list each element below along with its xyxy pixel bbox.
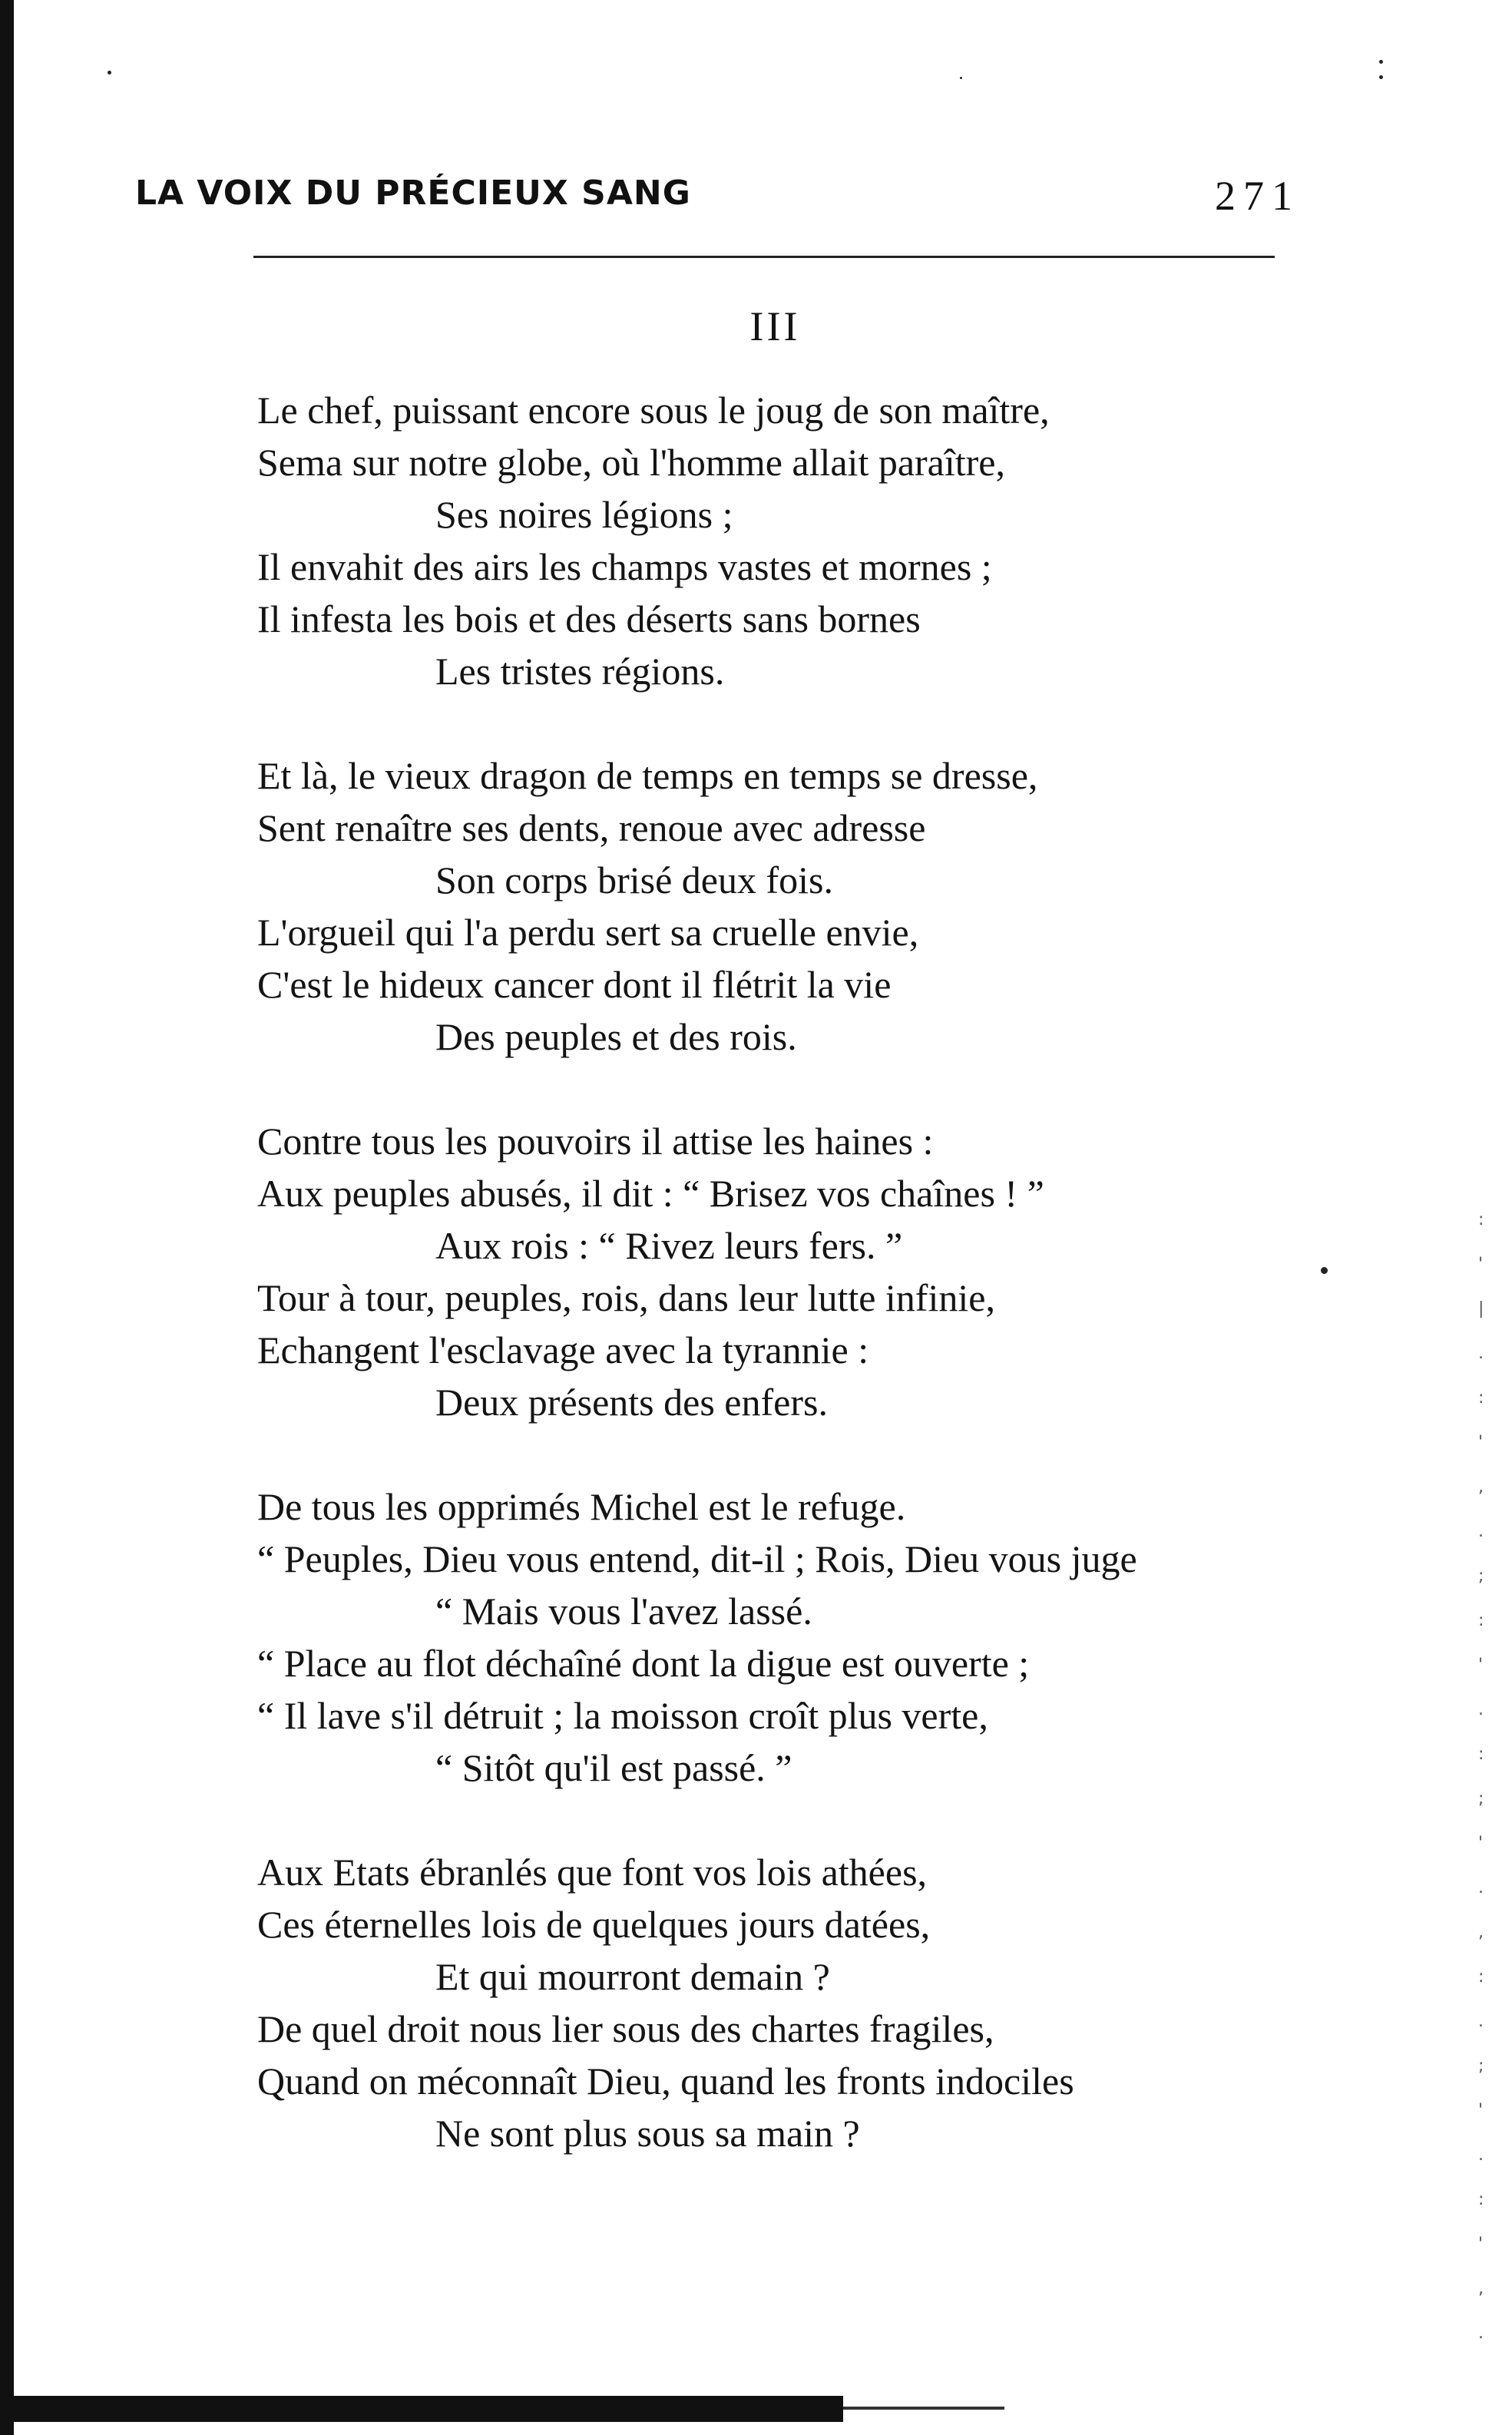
running-header <box>135 167 1302 229</box>
poem <box>257 384 1332 2212</box>
scan-bottom-edge <box>14 2396 843 2422</box>
verse-line-indented: Des peuples et des rois. <box>435 1015 797 1058</box>
section-title: III <box>749 303 801 349</box>
verse-line: Sent renaître ses dents, renoue avec adresse <box>257 806 926 849</box>
verse-line: Il envahit des airs les champs vastes et mornes ; <box>257 545 992 588</box>
scan-speck <box>1379 60 1383 64</box>
verse-line: De quel droit nous lier sous des chartes fragiles, <box>257 2007 994 2050</box>
verse-line: “ Peuples, Dieu vous entend, dit-il ; Rois, Dieu vous juge <box>257 1537 1137 1580</box>
scan-bottom-edge-tail <box>843 2407 1004 2410</box>
scan-left-edge <box>0 0 14 2435</box>
scan-margin-marks: : ' | . : ' , . ; : ' . : ; ' . , : . ; ' . : ' , . <box>1478 1210 1484 2343</box>
verse-line: Contre tous les pouvoirs il attise les haines : <box>257 1120 934 1163</box>
scan-speck <box>1379 75 1383 79</box>
stanza <box>257 749 1332 1063</box>
verse-line: Sema sur notre globe, où l'homme allait paraître, <box>257 441 1005 484</box>
verse-line: De tous les opprimés Michel est le refuge. <box>257 1485 906 1528</box>
stanza <box>257 1846 1332 2159</box>
verse-line-indented: Ne sont plus sous sa main ? <box>435 2112 860 2155</box>
stanza <box>257 1481 1332 1794</box>
verse-line: Aux peuples abusés, il dit : “ Brisez vos chaînes ! ” <box>257 1172 1044 1215</box>
verse-line: L'orgueil qui l'a perdu sert sa cruelle envie, <box>257 911 919 954</box>
verse-line-indented: Ses noires légions ; <box>435 493 733 536</box>
verse-line: Quand on méconnaît Dieu, quand les fronts indociles <box>257 2059 1074 2103</box>
verse-line: “ Il lave s'il détruit ; la moisson croît plus verte, <box>257 1694 988 1737</box>
verse-line: “ Place au flot déchaîné dont la digue est ouverte ; <box>257 1642 1030 1685</box>
verse-line-indented: “ Sitôt qu'il est passé. ” <box>435 1746 792 1789</box>
scan-speck <box>108 71 111 74</box>
header-ornament: LA VOIX DU PRÉCIEUX SANG <box>135 174 691 213</box>
verse-line: Echangent l'esclavage avec la tyrannie : <box>257 1328 869 1371</box>
verse-line-indented: Aux rois : “ Rivez leurs fers. ” <box>435 1224 903 1267</box>
verse-line: Ces éternelles lois de quelques jours datées, <box>257 1903 931 1946</box>
stanza <box>257 1115 1332 1428</box>
header-rule <box>253 256 1275 258</box>
verse-line: Et là, le vieux dragon de temps en temps se dresse, <box>257 754 1038 797</box>
stanza <box>257 384 1332 697</box>
page-number: 271 <box>1215 173 1300 219</box>
verse-line: Il infesta les bois et des déserts sans bornes <box>257 597 921 640</box>
verse-line-indented: Les tristes régions. <box>435 650 725 693</box>
scan-speck <box>960 77 962 79</box>
verse-line: Tour à tour, peuples, rois, dans leur lutte infinie, <box>257 1276 995 1319</box>
verse-line-indented: Et qui mourront demain ? <box>435 1955 830 1998</box>
verse-line-indented: Son corps brisé deux fois. <box>435 859 833 902</box>
verse-line: Aux Etats ébranlés que font vos lois athées, <box>257 1851 928 1894</box>
verse-line: C'est le hideux cancer dont il flétrit la vie <box>257 963 892 1006</box>
verse-line-indented: Deux présents des enfers. <box>435 1381 828 1424</box>
verse-line: Le chef, puissant encore sous le joug de son maître, <box>257 389 1050 432</box>
verse-line-indented: “ Mais vous l'avez lassé. <box>435 1590 812 1633</box>
